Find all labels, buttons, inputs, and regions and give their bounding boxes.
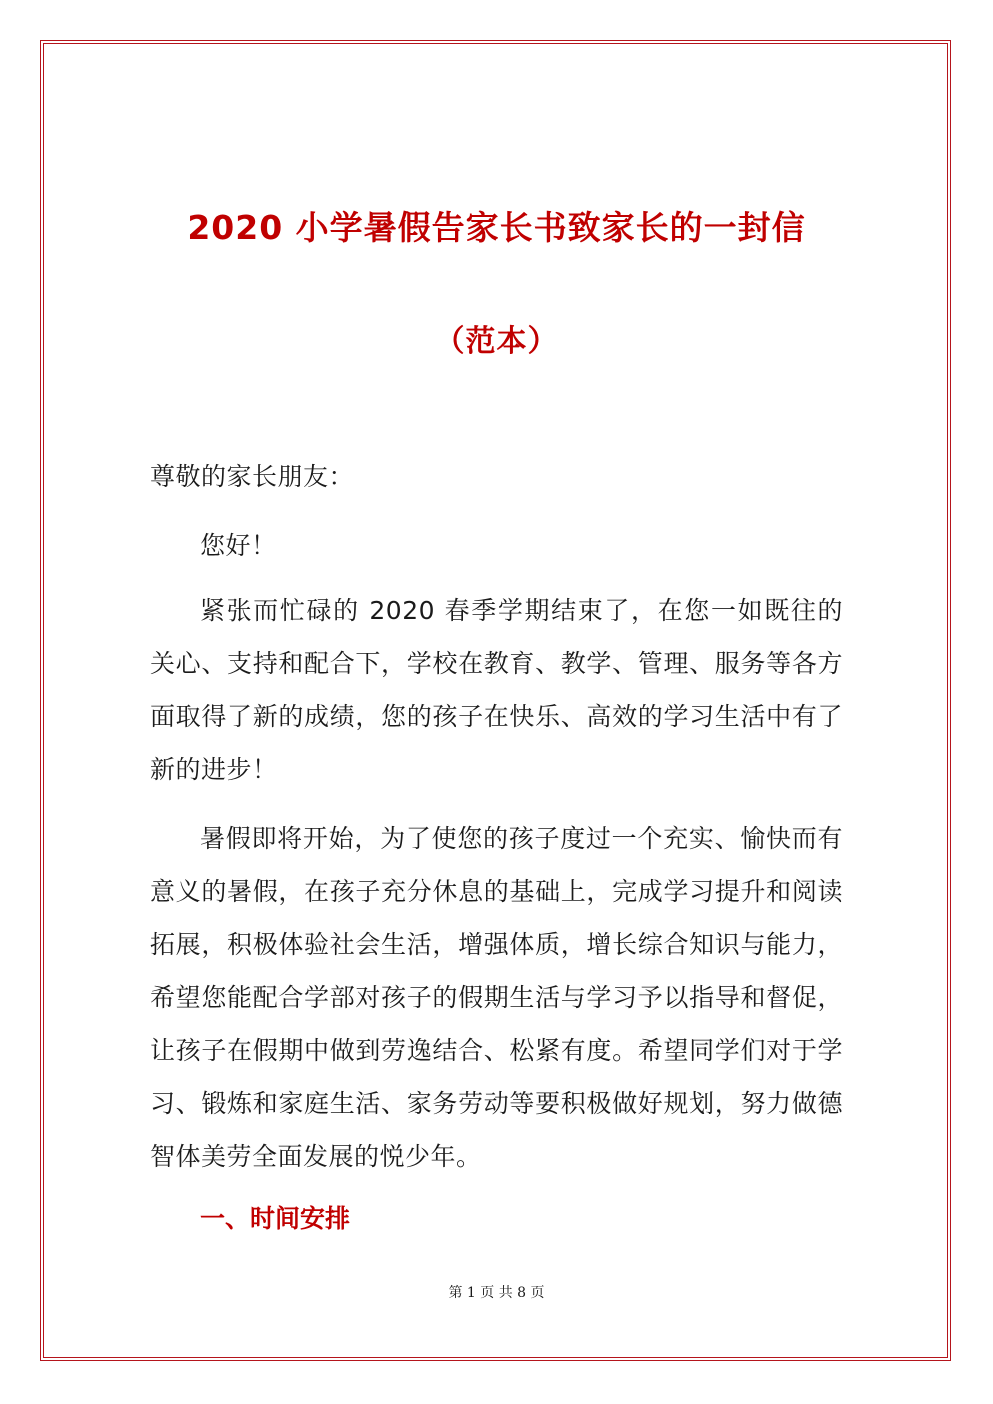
- greeting: 您好！: [200, 531, 277, 560]
- paragraph-1: 紧张而忙碌的 2020 春季学期结束了，在您一如既往的关心、支持和配合下，学校在教育、教学、管理、服务等各方面取得了新的成绩，您的孩子在快乐、高效的学习生活中有了新的进步！: [150, 596, 843, 784]
- document-title: 2020 小学暑假告家长书致家长的一封信: [187, 208, 806, 247]
- salutation: 尊敬的家长朋友：: [150, 462, 355, 491]
- paragraph-2: 暑假即将开始，为了使您的孩子度过一个充实、愉快而有意义的暑假，在孩子充分休息的基础上，完成学习提升和阅读拓展，积极体验社会生活，增强体质，增长综合知识与能力，希望您能配合学部对孩子的假期生活与学习予以指导和督促，让孩子在假期中做到劳逸结合、松紧有度。希望同学们对于学习、锻炼和家庭生活、家务劳动等要积极做好规划，努力做德智体美劳全面发展的悦少年。: [150, 824, 843, 1171]
- section-heading: 一、时间安排: [200, 1204, 351, 1233]
- document-subtitle: （范本）: [434, 324, 559, 359]
- page-footer: 第 1 页 共 8 页: [448, 1285, 545, 1301]
